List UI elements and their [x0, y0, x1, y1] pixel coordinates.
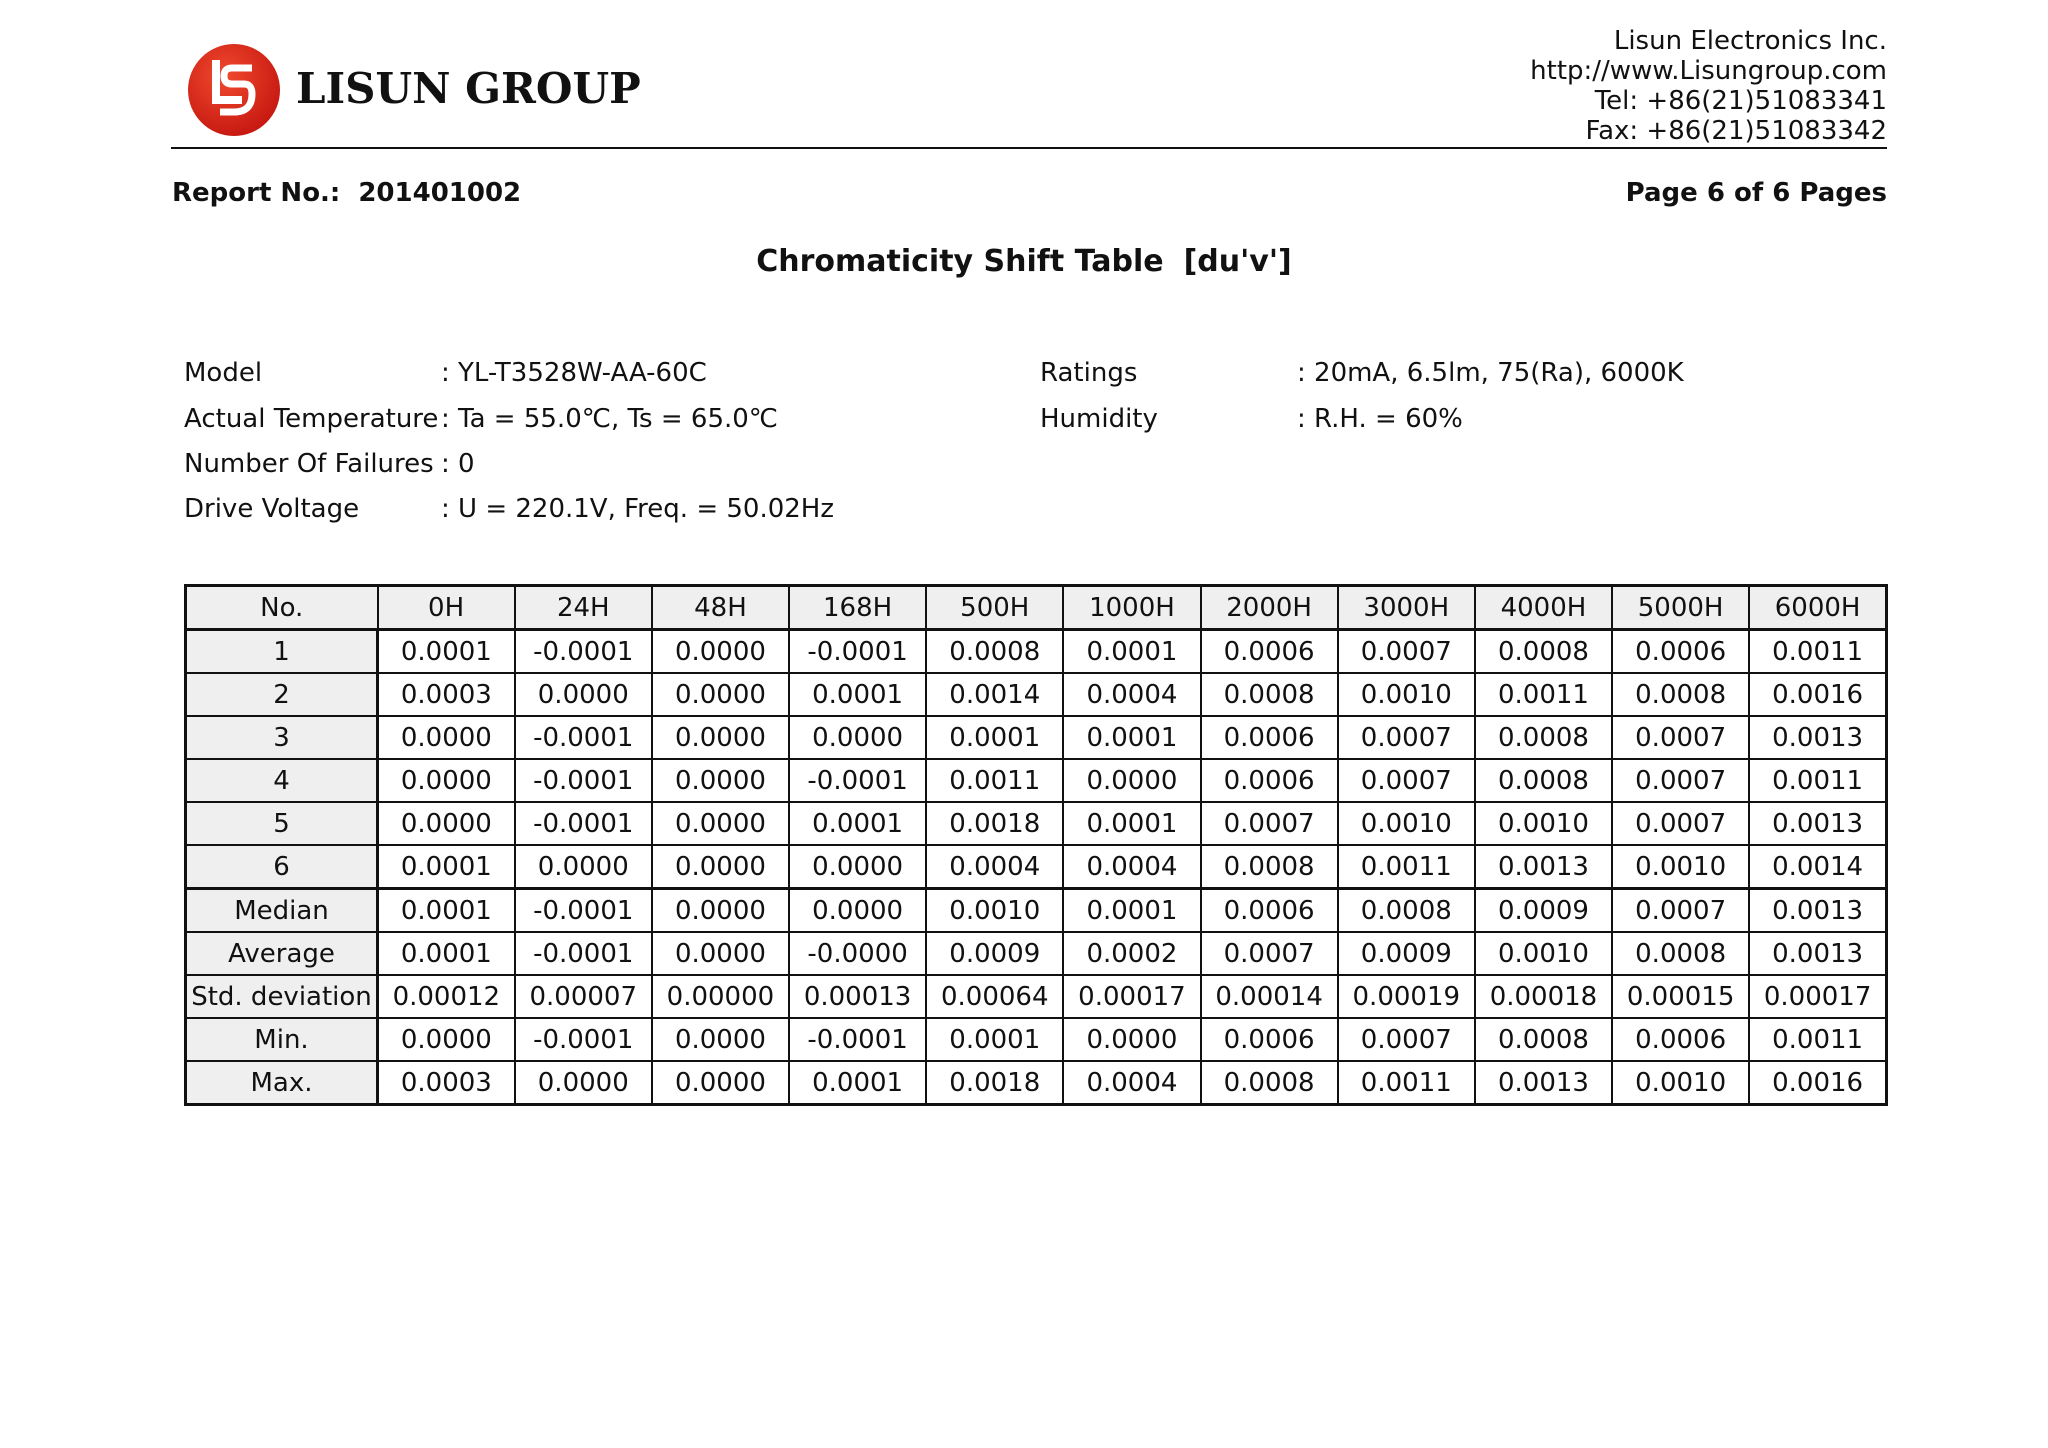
- table-cell: 0.0004: [926, 845, 1063, 889]
- table-cell: 0.0009: [1338, 932, 1475, 975]
- table-row: [186, 759, 1887, 802]
- company-tel: Tel: +86(21)51083341: [1594, 86, 1887, 116]
- table-cell: -0.0001: [515, 759, 652, 802]
- info-failures-value: : 0: [441, 449, 475, 479]
- table-cell: 0.0006: [1612, 630, 1749, 674]
- table-cell: 0.0013: [1749, 932, 1886, 975]
- column-header: No.: [186, 586, 378, 630]
- table-cell: 0.0008: [1612, 932, 1749, 975]
- table-cell: 0.0009: [926, 932, 1063, 975]
- column-header: 0H: [378, 586, 515, 630]
- column-header: 5000H: [1612, 586, 1749, 630]
- info-ratings-label: Ratings: [1040, 358, 1138, 388]
- table-cell: 0.00017: [1749, 975, 1886, 1018]
- table-cell: 0.0011: [1749, 630, 1886, 674]
- stat-row: [186, 1061, 1887, 1105]
- table-cell: 0.0000: [652, 759, 789, 802]
- table-cell: -0.0001: [515, 630, 652, 674]
- info-failures: [184, 449, 475, 479]
- table-cell: -0.0000: [789, 932, 926, 975]
- table-cell: 0.0000: [378, 802, 515, 845]
- row-label: 6: [186, 845, 378, 889]
- row-label: 3: [186, 716, 378, 759]
- table-cell: 0.0000: [378, 759, 515, 802]
- info-actual-temperature-label: Actual Temperature: [184, 404, 439, 434]
- table-cell: 0.00000: [652, 975, 789, 1018]
- table-cell: 0.0004: [1063, 845, 1200, 889]
- table-cell: 0.0007: [1338, 630, 1475, 674]
- stat-row: [186, 932, 1887, 975]
- table-cell: 0.0000: [378, 716, 515, 759]
- table-cell: 0.0007: [1338, 759, 1475, 802]
- info-humidity-value: : R.H. = 60%: [1297, 404, 1463, 434]
- table-cell: 0.0010: [1338, 673, 1475, 716]
- chromaticity-shift-table: [184, 584, 1888, 1106]
- table-cell: 0.0000: [652, 630, 789, 674]
- row-label: 1: [186, 630, 378, 674]
- table-row: [186, 716, 1887, 759]
- table-cell: 0.0013: [1475, 845, 1612, 889]
- table-cell: 0.0000: [378, 1018, 515, 1061]
- info-drive-voltage-value: : U = 220.1V, Freq. = 50.02Hz: [441, 494, 835, 524]
- table-cell: 0.0000: [789, 716, 926, 759]
- table-cell: 0.0008: [1201, 1061, 1338, 1105]
- table-cell: 0.0001: [1063, 716, 1200, 759]
- info-actual-temperature-value: : Ta = 55.0℃, Ts = 65.0℃: [441, 404, 778, 434]
- report-number-value: 201401002: [358, 178, 522, 208]
- column-header: 24H: [515, 586, 652, 630]
- row-label: Min.: [186, 1018, 378, 1061]
- table-cell: 0.0006: [1201, 1018, 1338, 1061]
- table-cell: 0.0008: [1338, 889, 1475, 933]
- table-cell: -0.0001: [515, 716, 652, 759]
- info-ratings-value: : 20mA, 6.5lm, 75(Ra), 6000K: [1297, 358, 1684, 388]
- table-cell: 0.0000: [652, 932, 789, 975]
- table-cell: -0.0001: [515, 932, 652, 975]
- table-cell: 0.0004: [1063, 1061, 1200, 1105]
- table-cell: 0.0000: [515, 1061, 652, 1105]
- table-cell: 0.00018: [1475, 975, 1612, 1018]
- table-cell: 0.0011: [1338, 1061, 1475, 1105]
- table-cell: 0.0000: [652, 889, 789, 933]
- stat-row: [186, 889, 1887, 933]
- info-drive-voltage: [184, 494, 835, 524]
- table-cell: 0.0008: [1475, 716, 1612, 759]
- lisun-logo-icon: [186, 42, 282, 138]
- company-fax: Fax: +86(21)51083342: [1585, 116, 1887, 146]
- table-cell: 0.0006: [1201, 889, 1338, 933]
- table-cell: 0.00064: [926, 975, 1063, 1018]
- table-cell: 0.00015: [1612, 975, 1749, 1018]
- table-cell: 0.0007: [1201, 802, 1338, 845]
- info-model-value: : YL-T3528W-AA-60C: [441, 358, 707, 388]
- table-cell: 0.00014: [1201, 975, 1338, 1018]
- table-cell: 0.0016: [1749, 673, 1886, 716]
- table-cell: 0.0014: [926, 673, 1063, 716]
- table-cell: 0.0000: [789, 845, 926, 889]
- column-header: 2000H: [1201, 586, 1338, 630]
- table-cell: 0.0016: [1749, 1061, 1886, 1105]
- table-cell: 0.0018: [926, 802, 1063, 845]
- table-cell: 0.0000: [1063, 1018, 1200, 1061]
- table-cell: 0.0001: [1063, 802, 1200, 845]
- table-cell: 0.0004: [1063, 673, 1200, 716]
- page-indicator: Page 6 of 6 Pages: [1625, 178, 1887, 208]
- title-unit: [du'v']: [1183, 244, 1292, 279]
- table-cell: 0.0001: [926, 1018, 1063, 1061]
- table-row: [186, 673, 1887, 716]
- table-cell: 0.0013: [1749, 802, 1886, 845]
- table-cell: 0.0011: [1475, 673, 1612, 716]
- table-cell: 0.0001: [926, 716, 1063, 759]
- table-cell: 0.0001: [378, 889, 515, 933]
- row-label: Max.: [186, 1061, 378, 1105]
- table-cell: 0.0002: [1063, 932, 1200, 975]
- row-label: Average: [186, 932, 378, 975]
- table-cell: 0.0007: [1612, 889, 1749, 933]
- table-cell: 0.0007: [1338, 716, 1475, 759]
- table-row: [186, 630, 1887, 674]
- column-header: 1000H: [1063, 586, 1200, 630]
- page-title: [0, 244, 2048, 279]
- table-cell: -0.0001: [789, 759, 926, 802]
- table-cell: 0.0000: [652, 1061, 789, 1105]
- table-cell: 0.0008: [1475, 759, 1612, 802]
- table-row: [186, 845, 1887, 889]
- table-cell: 0.0000: [652, 802, 789, 845]
- table-cell: 0.0001: [378, 845, 515, 889]
- info-ratings: [1040, 358, 1684, 388]
- table-cell: 0.0010: [1612, 1061, 1749, 1105]
- table-cell: 0.00017: [1063, 975, 1200, 1018]
- table-cell: 0.00019: [1338, 975, 1475, 1018]
- info-humidity-label: Humidity: [1040, 404, 1158, 434]
- table-cell: 0.0007: [1612, 759, 1749, 802]
- table-cell: 0.0013: [1749, 716, 1886, 759]
- table-cell: 0.0001: [1063, 889, 1200, 933]
- column-header: 3000H: [1338, 586, 1475, 630]
- table-cell: -0.0001: [515, 1018, 652, 1061]
- table-cell: -0.0001: [515, 889, 652, 933]
- stat-row: [186, 1018, 1887, 1061]
- table-cell: 0.0008: [1201, 673, 1338, 716]
- table-cell: 0.0003: [378, 673, 515, 716]
- table-cell: 0.0008: [1475, 1018, 1612, 1061]
- header-divider: [171, 147, 1887, 149]
- table-row: [186, 802, 1887, 845]
- table-cell: 0.0007: [1612, 716, 1749, 759]
- table-cell: 0.0000: [652, 1018, 789, 1061]
- table-cell: 0.0010: [926, 889, 1063, 933]
- table-cell: 0.0011: [1338, 845, 1475, 889]
- info-model: [184, 358, 707, 388]
- table-cell: 0.0010: [1475, 932, 1612, 975]
- table-cell: 0.0001: [1063, 630, 1200, 674]
- table-cell: 0.00007: [515, 975, 652, 1018]
- table-cell: 0.0013: [1475, 1061, 1612, 1105]
- table-cell: 0.0006: [1201, 716, 1338, 759]
- row-label: 5: [186, 802, 378, 845]
- table-cell: 0.0006: [1612, 1018, 1749, 1061]
- table-cell: 0.0010: [1612, 845, 1749, 889]
- company-contact: [1530, 26, 1887, 146]
- table-cell: 0.0000: [652, 673, 789, 716]
- info-failures-label: Number Of Failures: [184, 449, 434, 479]
- table-cell: 0.0011: [1749, 759, 1886, 802]
- table-cell: -0.0001: [789, 630, 926, 674]
- table-cell: 0.0007: [1201, 932, 1338, 975]
- table-header-row: [186, 586, 1887, 630]
- table-cell: 0.0001: [789, 1061, 926, 1105]
- info-actual-temperature: [184, 404, 778, 434]
- table-cell: 0.0001: [378, 630, 515, 674]
- table-cell: 0.0000: [515, 673, 652, 716]
- table-cell: 0.0010: [1338, 802, 1475, 845]
- table-cell: 0.0011: [926, 759, 1063, 802]
- table-cell: 0.00013: [789, 975, 926, 1018]
- company-logo: [186, 42, 641, 138]
- info-humidity: [1040, 404, 1463, 434]
- table-cell: -0.0001: [515, 802, 652, 845]
- stat-row: [186, 975, 1887, 1018]
- column-header: 48H: [652, 586, 789, 630]
- table-cell: -0.0001: [789, 1018, 926, 1061]
- table-cell: 0.0010: [1475, 802, 1612, 845]
- table-cell: 0.0018: [926, 1061, 1063, 1105]
- table-cell: 0.0011: [1749, 1018, 1886, 1061]
- table-cell: 0.0014: [1749, 845, 1886, 889]
- company-website[interactable]: http://www.Lisungroup.com: [1530, 56, 1887, 86]
- column-header: 500H: [926, 586, 1063, 630]
- report-number-label: Report No.:: [172, 178, 341, 208]
- table-cell: 0.0008: [926, 630, 1063, 674]
- company-name: Lisun Electronics Inc.: [1613, 26, 1887, 56]
- column-header: 4000H: [1475, 586, 1612, 630]
- table-cell: 0.0000: [652, 845, 789, 889]
- table-cell: 0.0001: [789, 802, 926, 845]
- row-label: 2: [186, 673, 378, 716]
- table-cell: 0.0009: [1475, 889, 1612, 933]
- table-cell: 0.0003: [378, 1061, 515, 1105]
- row-label: Median: [186, 889, 378, 933]
- table-cell: 0.0008: [1475, 630, 1612, 674]
- table-cell: 0.0007: [1338, 1018, 1475, 1061]
- table-cell: 0.0001: [789, 673, 926, 716]
- table-cell: 0.0007: [1612, 802, 1749, 845]
- table-cell: 0.0000: [789, 889, 926, 933]
- row-label: Std. deviation: [186, 975, 378, 1018]
- table-cell: 0.0013: [1749, 889, 1886, 933]
- report-number: [172, 178, 521, 208]
- table-cell: 0.0001: [378, 932, 515, 975]
- brand-name: LISUN GROUP: [296, 64, 641, 113]
- info-model-label: Model: [184, 358, 263, 388]
- table-cell: 0.0008: [1612, 673, 1749, 716]
- table-cell: 0.0000: [652, 716, 789, 759]
- table-cell: 0.0000: [515, 845, 652, 889]
- table-cell: 0.0006: [1201, 759, 1338, 802]
- info-drive-voltage-label: Drive Voltage: [184, 494, 360, 524]
- table-cell: 0.0000: [1063, 759, 1200, 802]
- table-cell: 0.0008: [1201, 845, 1338, 889]
- row-label: 4: [186, 759, 378, 802]
- table-cell: 0.0006: [1201, 630, 1338, 674]
- column-header: 6000H: [1749, 586, 1886, 630]
- table-cell: 0.00012: [378, 975, 515, 1018]
- title-text: Chromaticity Shift Table: [756, 244, 1164, 279]
- column-header: 168H: [789, 586, 926, 630]
